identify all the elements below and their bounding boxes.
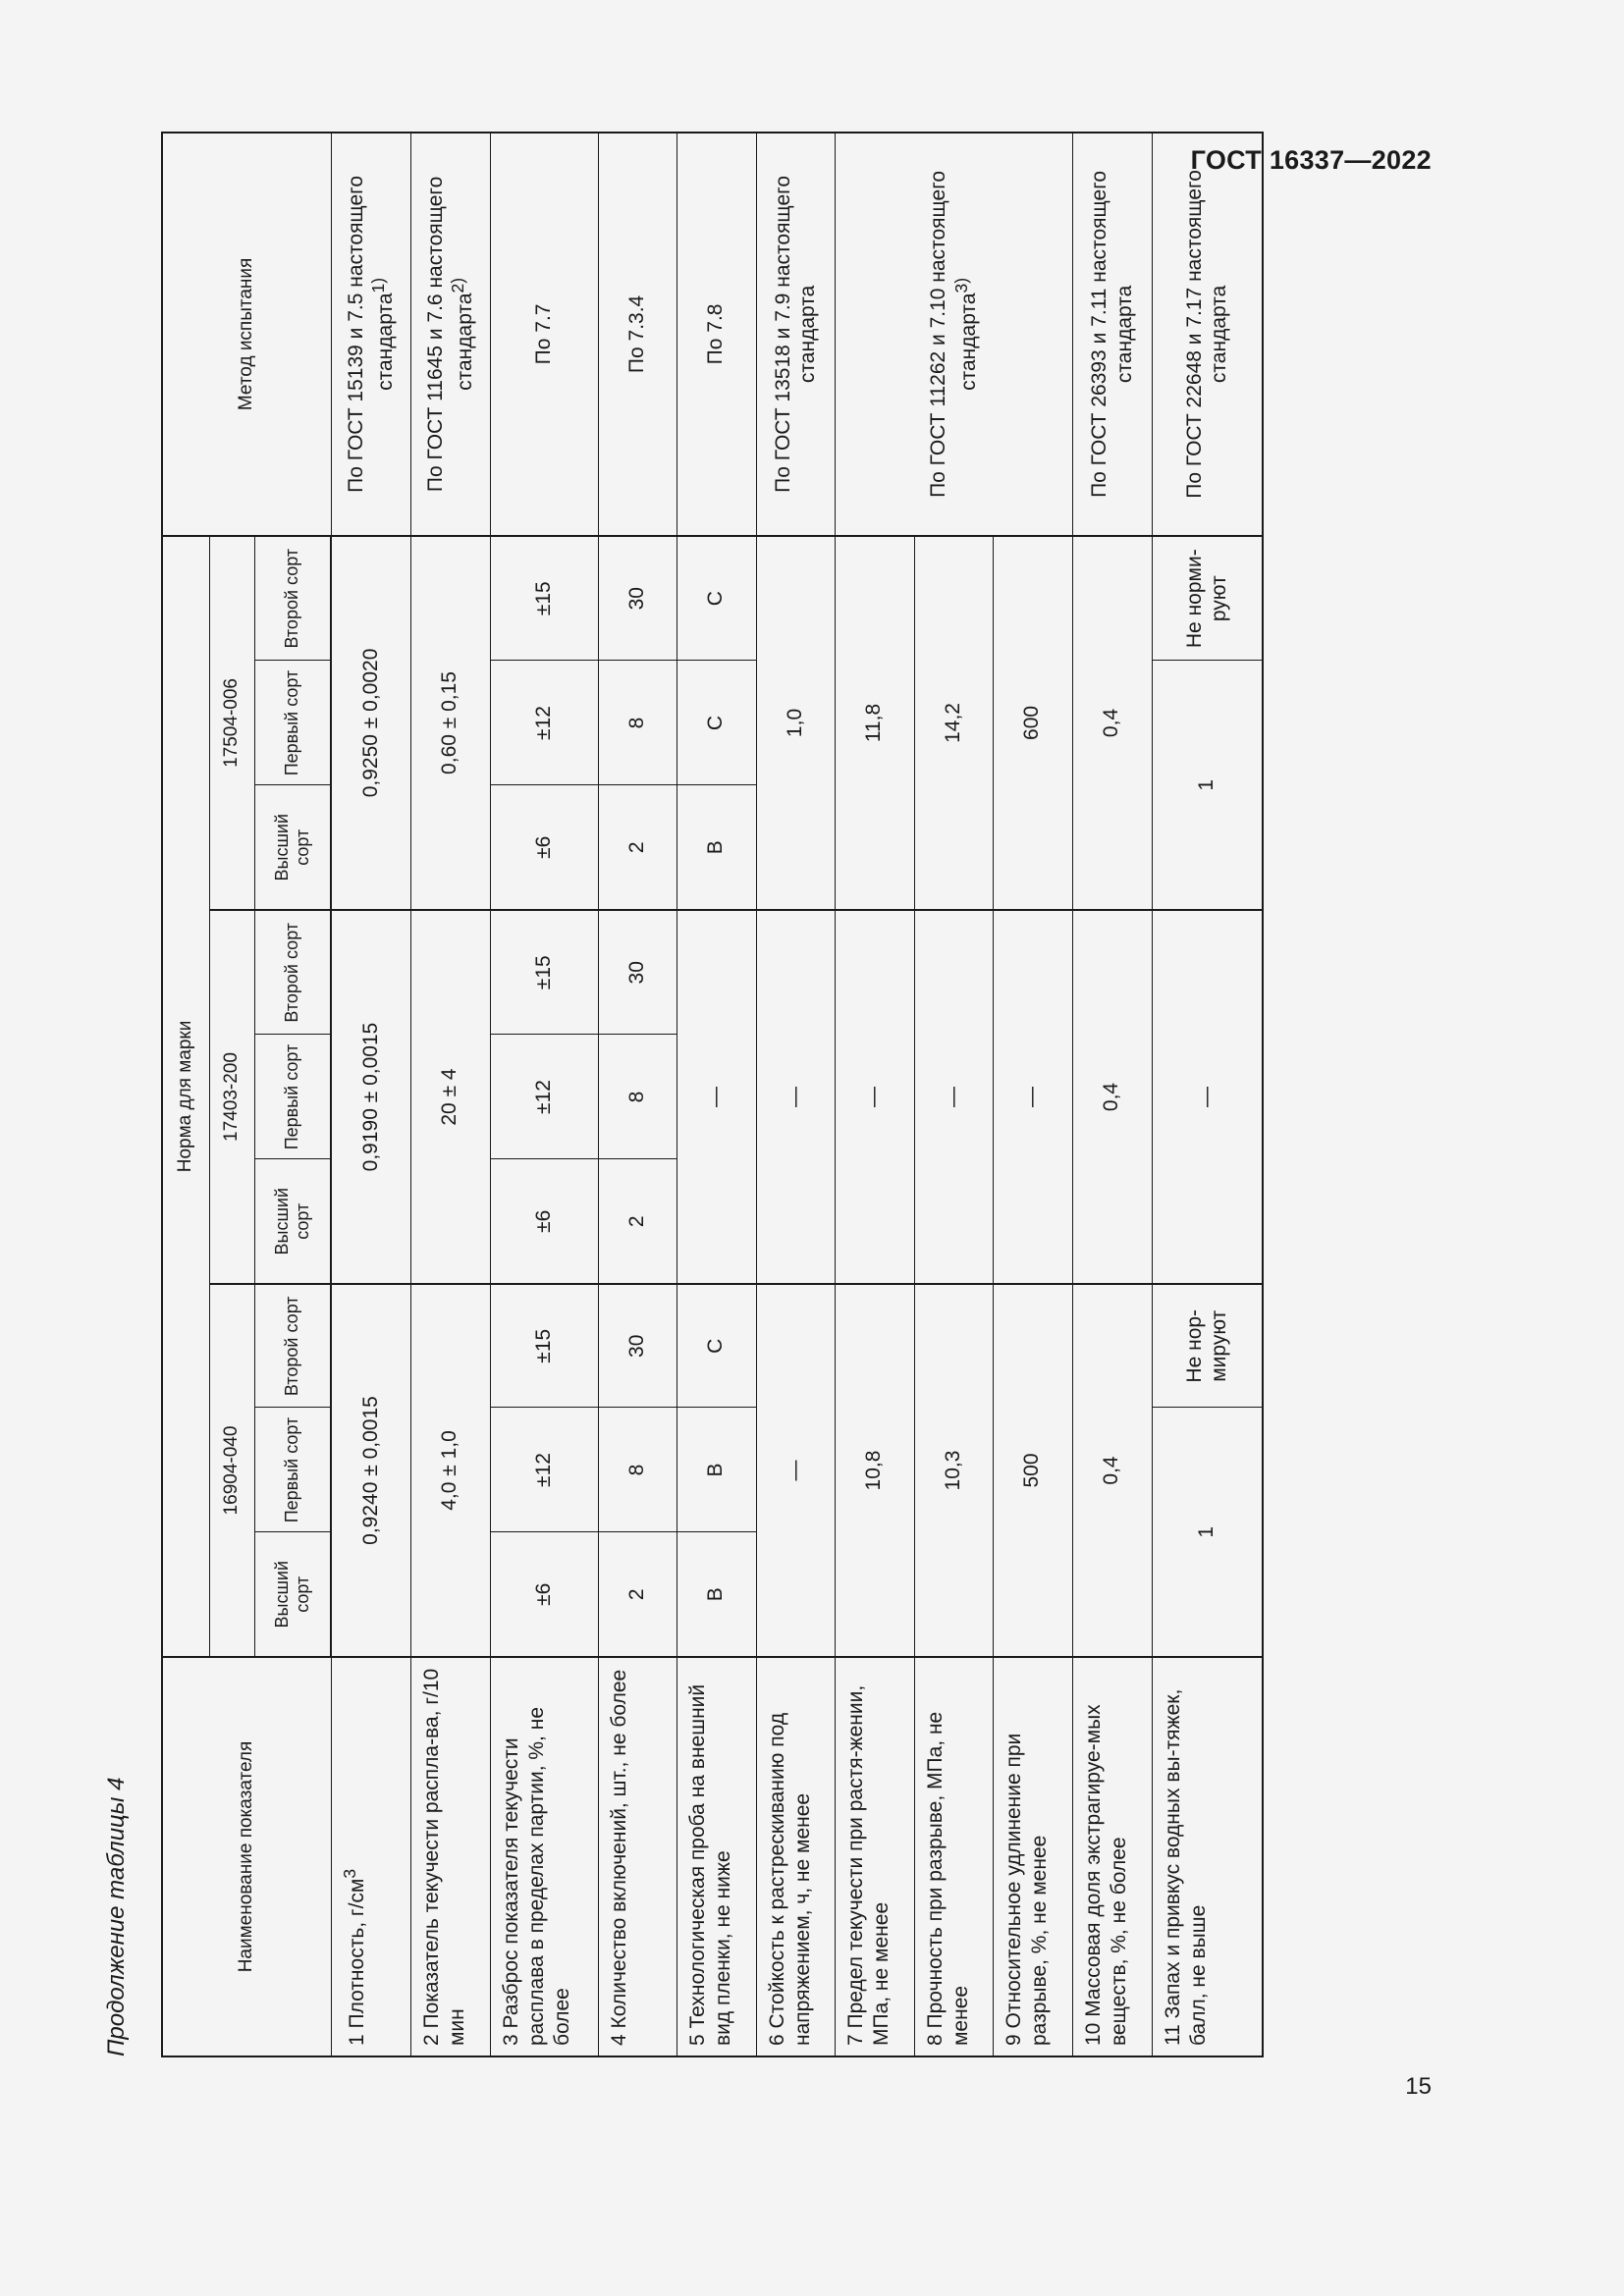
value-cell: — [1152,910,1263,1284]
method-cell: По ГОСТ 11262 и 7.10 настоящего стандарта$^{3)}$ [835,133,1072,536]
value-cell: 10,8 [835,1284,914,1657]
method-cell: По ГОСТ 26393 и 7.11 настоящего стандарта [1072,133,1152,536]
table-row [410,133,490,2056]
value-cell: 0,4 [1072,1284,1152,1657]
table-row [598,133,677,2056]
row-name: 8 Прочность при разрыве, МПа, не менее [914,1657,993,2056]
method-cell: По ГОСТ 15139 и 7.5 настоящего стандарта$^{1)}$ [331,133,410,536]
table-row [490,133,598,2056]
value-cell: — [677,910,756,1284]
value-cell: — [756,1284,835,1657]
value-cell: ±6 [490,1532,598,1657]
value-cell: 1 [1152,661,1263,910]
value-cell: 0,9250 ± 0,0020 [331,536,410,910]
value-cell: 30 [598,910,677,1035]
table-row [1152,133,1263,2056]
rotated-table-container [161,170,1245,2057]
header-norm: Норма для марки [162,536,209,1657]
value-cell: 0,4 [1072,910,1152,1284]
method-cell: По 7.8 [677,133,756,536]
table-row [835,133,914,2056]
value-cell: 0,9190 ± 0,0015 [331,910,410,1284]
value-cell: 0,9240 ± 0,0015 [331,1284,410,1657]
value-cell: ±15 [490,536,598,661]
value-cell: Не норми-руют [1152,536,1263,661]
header-method: Метод испытания [162,133,331,536]
grade-second-1: Второй сорт [254,1284,331,1408]
value-cell: 0,4 [1072,536,1152,910]
value-cell: 8 [598,1408,677,1532]
value-cell: ±12 [490,1035,598,1159]
value-cell: ±6 [490,1159,598,1284]
grade-first-3: Первый сорт [254,661,331,785]
value-cell: 14,2 [914,536,993,910]
value-cell: В [677,1532,756,1657]
value-cell: 2 [598,785,677,910]
header-mark-16904-040: 16904-040 [209,1284,254,1657]
table-row [331,133,410,2056]
value-cell: 1 [1152,1408,1263,1657]
value-cell: — [835,910,914,1284]
row-name: 3 Разброс показателя текучести расплава в пределах партии, %, не более [490,1657,598,2056]
row-name: 9 Относительное удлинение при разрыве, %, не менее [993,1657,1072,2056]
value-cell: ±12 [490,1408,598,1532]
row-name: 10 Массовая доля экстрагируе-мых веществ, %, не более [1072,1657,1152,2056]
value-cell: 500 [993,1284,1072,1657]
value-cell: 30 [598,1284,677,1408]
specification-table [161,132,1264,2057]
method-cell: По 7.7 [490,133,598,536]
value-cell: ±12 [490,661,598,785]
value-cell: 11,8 [835,536,914,910]
method-cell: По ГОСТ 11645 и 7.6 настоящего стандарта$^{2)}$ [410,133,490,536]
value-cell: С [677,536,756,661]
value-cell: Не нор-мируют [1152,1284,1263,1408]
value-cell: 2 [598,1159,677,1284]
value-cell: 0,60 ± 0,15 [410,536,490,910]
value-cell: 30 [598,536,677,661]
grade-first-2: Первый сорт [254,1035,331,1159]
table-row [1072,133,1152,2056]
value-cell: — [756,910,835,1284]
value-cell: 600 [993,536,1072,910]
table-caption: Продолжение таблицы 4 [103,1777,130,2056]
header-indicator-name: Наименование показателя [162,1657,331,2056]
value-cell: 8 [598,1035,677,1159]
row-name: 4 Количество включений, шт., не более [598,1657,677,2056]
method-cell: По ГОСТ 13518 и 7.9 настоящего стандарта [756,133,835,536]
standard-designation: ГОСТ 16337—2022 [1190,145,1432,175]
row-name: 5 Технологическая проба на внешний вид пленки, не ниже [677,1657,756,2056]
value-cell: 1,0 [756,536,835,910]
grade-first-1: Первый сорт [254,1408,331,1532]
value-cell: В [677,785,756,910]
value-cell: В [677,1408,756,1532]
method-cell: По 7.3.4 [598,133,677,536]
page-number: 15 [1405,2073,1432,2100]
grade-top-3: Высший сорт [254,785,331,910]
table-row [677,133,756,2056]
value-cell: С [677,1284,756,1408]
row-name: 2 Показатель текучести распла-ва, г/10 мин [410,1657,490,2056]
value-cell: ±6 [490,785,598,910]
value-cell: С [677,661,756,785]
value-cell: — [914,910,993,1284]
row-name: 11 Запах и привкус водных вы-тяжек, балл, не выше [1152,1657,1263,2056]
grade-second-3: Второй сорт [254,536,331,661]
header-mark-17504-006: 17504-006 [209,536,254,910]
table-row [756,133,835,2056]
value-cell: 4,0 ± 1,0 [410,1284,490,1657]
grade-top-2: Высший сорт [254,1159,331,1284]
grade-second-2: Второй сорт [254,910,331,1035]
row-name: 1 Плотность, $г/см^3$ [331,1657,410,2056]
row-name: 7 Предел текучести при растя-жении, МПа, не менее [835,1657,914,2056]
grade-top-1: Высший сорт [254,1532,331,1657]
value-cell: 2 [598,1532,677,1657]
row-name: 6 Стойкость к растрескиванию под напряжением, ч, не менее [756,1657,835,2056]
value-cell: 8 [598,661,677,785]
value-cell: ±15 [490,1284,598,1408]
method-cell: По ГОСТ 22648 и 7.17 настоящего стандарта [1152,133,1263,536]
value-cell: 10,3 [914,1284,993,1657]
header-row-1 [162,133,209,2056]
header-mark-17403-200: 17403-200 [209,910,254,1284]
value-cell: ±15 [490,910,598,1035]
value-cell: — [993,910,1072,1284]
value-cell: 20 ± 4 [410,910,490,1284]
